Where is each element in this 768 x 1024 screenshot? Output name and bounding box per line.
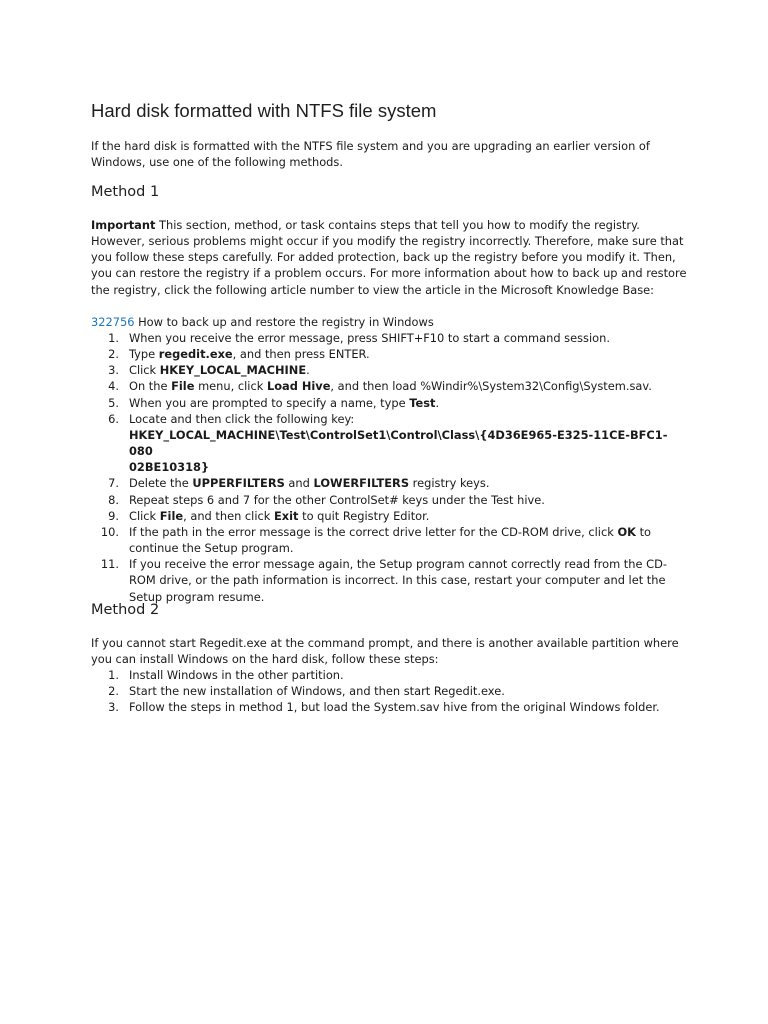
important-label: Important xyxy=(91,218,156,232)
step-number: 6. xyxy=(108,411,119,426)
step-text: On the xyxy=(129,379,172,394)
step-text: and xyxy=(284,476,314,491)
document-title: Hard disk formatted with NTFS file system xyxy=(91,100,437,121)
method-1-steps xyxy=(91,330,691,605)
step-text: to quit Registry Editor. xyxy=(298,508,430,523)
list-item xyxy=(91,378,691,394)
step-text: , and then click xyxy=(183,508,274,523)
step-text: . xyxy=(435,395,440,410)
step-number: 9. xyxy=(108,508,119,523)
step-keyword: File xyxy=(159,508,184,523)
list-item xyxy=(91,330,691,346)
step-number: 8. xyxy=(108,492,119,507)
list-item xyxy=(91,395,691,411)
step-number: 4. xyxy=(108,379,119,394)
step-keyword: UPPERFILTERS xyxy=(192,476,285,491)
method-1-heading: Method 1 xyxy=(91,184,160,200)
step-text: , and then press ENTER. xyxy=(232,347,370,362)
step-text: Click xyxy=(129,508,160,523)
step-text: menu, click xyxy=(194,379,267,394)
list-item xyxy=(91,683,691,699)
step-keyword: Exit xyxy=(274,508,299,523)
registry-key-path: 02BE10318} xyxy=(129,460,210,475)
kb-article-link[interactable]: 322756 xyxy=(91,315,135,329)
step-number: 3. xyxy=(108,700,119,715)
step-keyword: LOWERFILTERS xyxy=(313,476,410,491)
step-text: registry keys. xyxy=(409,476,490,491)
list-item xyxy=(91,492,691,508)
step-text: Type xyxy=(129,347,159,362)
kb-reference xyxy=(91,314,434,330)
method-2-intro: If you cannot start Regedit.exe at the command prompt, and there is another available partition where you can install Windows on the hard disk, follow these steps: xyxy=(91,636,679,667)
step-number: 3. xyxy=(108,363,119,378)
list-item xyxy=(91,362,691,378)
list-item xyxy=(91,411,691,476)
step-number: 11. xyxy=(100,557,119,572)
method-2-heading: Method 2 xyxy=(91,602,160,618)
step-text: . xyxy=(306,363,310,378)
method-2-steps xyxy=(91,667,691,715)
list-item xyxy=(91,556,691,604)
important-text: This section, method, or task contains steps that tell you how to modify the registry. However, serious problems might occur if you modify the registry incorrectly. Therefore, make sure that you follow these steps carefully. For added protection, back up the registry before you modify it. Then, you can restore the registry if a problem occurs. For more information about how to back up and restore the registry, click the following article number to view the article in the Microsoft Knowledge Base: xyxy=(91,218,687,297)
step-text: Delete the xyxy=(129,476,193,491)
step-text: Install Windows in the other partition. xyxy=(129,668,344,682)
step-number: 1. xyxy=(108,331,119,345)
registry-key-path: HKEY_LOCAL_MACHINE\Test\ControlSet1\Control\Class\{4D36E965-E325-11CE-BFC1-080 xyxy=(129,427,668,459)
step-text: If the path in the error message is the correct drive letter for the CD-ROM drive, click xyxy=(129,524,618,539)
intro-paragraph: If the hard disk is formatted with the NTFS file system and you are upgrading an earlier version of Windows, use one of the following methods. xyxy=(91,139,650,170)
step-text: to continue the Setup program. xyxy=(129,524,652,556)
list-item xyxy=(91,524,691,556)
step-keyword: Load Hive xyxy=(266,379,331,394)
step-text: When you receive the error message, press SHIFT+F10 to start a command session. xyxy=(129,331,610,345)
step-text: Click xyxy=(129,363,160,378)
step-text: When you are prompted to specify a name, type xyxy=(129,395,410,410)
step-keyword: regedit.exe xyxy=(158,347,233,362)
step-number: 5. xyxy=(108,395,119,410)
step-number: 1. xyxy=(108,668,119,682)
list-item xyxy=(91,346,691,362)
step-number: 2. xyxy=(108,347,119,362)
step-number: 7. xyxy=(108,476,119,491)
step-keyword: OK xyxy=(617,524,636,539)
step-text: Locate and then click the following key: xyxy=(129,411,355,426)
step-text: Follow the steps in method 1, but load the System.sav hive from the original Windows folder. xyxy=(129,700,660,715)
step-keyword: HKEY_LOCAL_MACHINE xyxy=(159,363,307,378)
step-text: , and then load %Windir%\System32\Config\System.sav. xyxy=(330,379,652,394)
list-item xyxy=(91,508,691,524)
important-note xyxy=(91,217,689,298)
list-item xyxy=(91,699,691,715)
step-number: 10. xyxy=(100,524,119,539)
step-text: If you receive the error message again, the Setup program cannot correctly read from the CD-ROM drive, or the path information is incorrect. In this case, restart your computer and let the Setup program resume. xyxy=(129,557,667,604)
list-item xyxy=(91,667,691,683)
step-keyword: File xyxy=(171,379,195,394)
list-item xyxy=(91,475,691,491)
step-text: Start the new installation of Windows, and then start Regedit.exe. xyxy=(129,684,505,699)
step-number: 2. xyxy=(108,684,119,699)
kb-article-title: How to back up and restore the registry in Windows xyxy=(134,315,434,329)
step-keyword: Test xyxy=(409,395,436,410)
step-text: Repeat steps 6 and 7 for the other ControlSet# keys under the Test hive. xyxy=(129,492,545,507)
